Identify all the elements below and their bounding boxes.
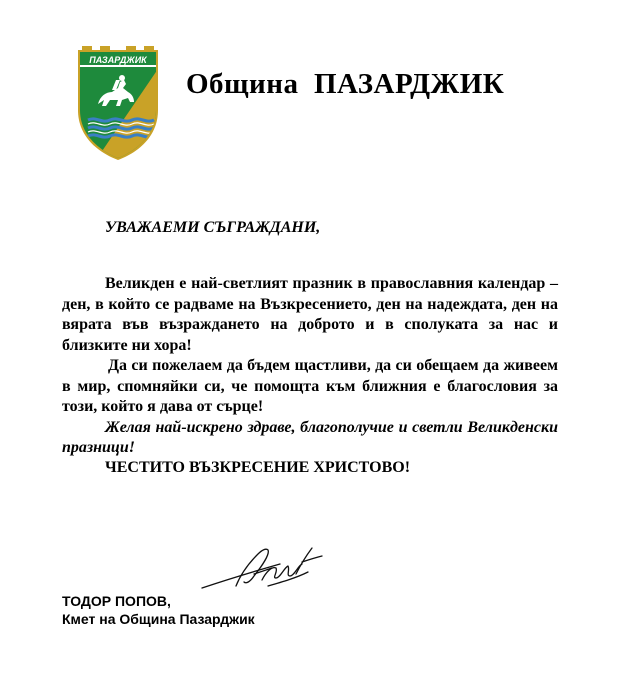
page-title: Община ПАЗАРДЖИК — [186, 68, 505, 100]
letter-paragraph: Желая най-искрено здраве, благополучие и светли Великденски празници! — [62, 418, 558, 456]
letter-paragraph: Да си пожелаем да бъдем щастливи, да си обещаем да живеем в мир, спомняйки си, че помощта към ближния е благословия за този, който я дава от сърце! — [62, 357, 558, 415]
letter-salutation: УВАЖАЕМИ СЪГРАЖДАНИ, — [105, 219, 321, 236]
signer-name: ТОДОР ПОПОВ, — [62, 593, 171, 609]
letter-body — [62, 274, 558, 459]
municipality-crest — [76, 46, 160, 160]
handwritten-signature — [196, 536, 336, 600]
letter-paragraph: Великден е най-светлият празник в православния календар – ден, в който се радваме на Възкресението, ден на надеждата, ден на вярата във възраждането на доброто и в сполуката за нас и близките ни хора! — [62, 275, 558, 354]
letter-closing: ЧЕСТИТО ВЪЗКРЕСЕНИЕ ХРИСТОВО! — [105, 459, 411, 476]
signature-icon — [196, 536, 336, 600]
signer-title: Кмет на Община Пазарджик — [62, 611, 255, 627]
crest-shield-icon — [76, 46, 160, 160]
crest-label: ПАЗАРДЖИК — [89, 55, 147, 65]
